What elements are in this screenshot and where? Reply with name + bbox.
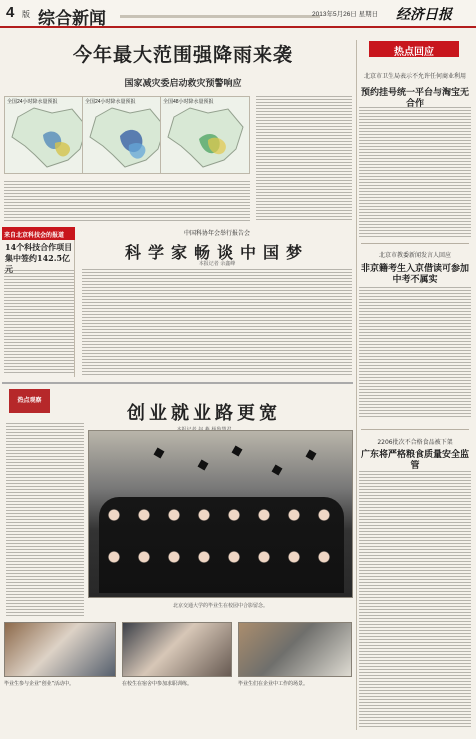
story2-kicker: 北京市教委新闻发言人回应: [378, 252, 451, 259]
rain-map-3: [160, 96, 250, 174]
rain-map-3-title: 全国48小时降水量预报: [163, 99, 214, 105]
lead-article-continuation: [4, 181, 250, 223]
hot-topic-badge: 热点回应: [369, 41, 459, 57]
hot-topic-column: [356, 40, 472, 730]
graduation-cap-icon: [198, 460, 209, 471]
graduation-cap-icon: [154, 448, 165, 459]
forum-kicker: 中国科协年会举行报告会: [183, 230, 250, 237]
forum-byline: 本报记者 余鑫峰: [198, 261, 236, 267]
workplace-caption-1: 毕业生参与企业“创业”活动中。: [4, 681, 75, 687]
workplace-photo-1: [4, 622, 116, 677]
story1-headline: 预约挂号统一平台与淘宝无合作: [360, 88, 469, 109]
graduates-crowd: [99, 497, 344, 593]
newspaper-brand: 经济日报: [396, 7, 452, 23]
rain-map-2: [82, 96, 172, 174]
section-title: 综合新闻: [38, 9, 106, 29]
workplace-photo-3: [238, 622, 352, 677]
header-rule: [120, 15, 320, 18]
technology-wire-headline: 14个科技合作项目集中签约142.5亿元: [5, 242, 73, 274]
graduation-cap-icon: [232, 446, 243, 457]
rain-map-1: [4, 96, 94, 174]
feature-emblem: 热点观察: [9, 389, 50, 413]
forum-article-text: [82, 269, 352, 375]
story2-text: [359, 287, 471, 419]
lead-subheadline: 国家减灾委启动救灾预警响应: [124, 79, 242, 89]
technology-wire-story: [2, 227, 75, 377]
employment-article-text: [6, 423, 84, 617]
graduation-cap-icon: [306, 450, 317, 461]
technology-wire-text: [4, 270, 74, 373]
graduation-cap-icon: [272, 465, 283, 476]
lead-article-text: [256, 96, 352, 222]
story2-headline: 非京籍考生入京借读可参加中考不属实: [360, 264, 469, 285]
lead-headline: 今年最大范围强降雨来袭: [72, 44, 293, 66]
forum-headline: 科学家畅谈中国梦: [124, 243, 309, 262]
side-divider: [361, 429, 469, 430]
side-divider: [361, 243, 469, 244]
workplace-caption-3: 毕业生们在企业中工作的场景。: [238, 681, 309, 687]
rain-map-1-title: 全国24小时降水量预报: [7, 99, 58, 105]
page-unit: 版: [22, 10, 30, 19]
graduation-photo-caption: 北京交通大学的毕业生在校园中合影留念。: [172, 603, 268, 609]
technology-wire-tag: 来自北京科技会的报道: [2, 227, 75, 240]
workplace-caption-2: 在校生在宿舍中参加求职训练。: [122, 681, 193, 687]
story1-kicker: 北京市卫生局表示不允许任何商业利用: [363, 73, 466, 80]
china-rainfall-map-icon: [161, 97, 251, 175]
story3-text: [359, 471, 471, 727]
graduation-photo: [88, 430, 353, 598]
rain-map-2-title: 全国24小时降水量预报: [85, 99, 136, 105]
publication-date: 2013年5月26日 星期日: [312, 11, 379, 18]
story3-kicker: 2206批次不合格食品被下架: [377, 439, 453, 446]
employment-headline: 创业就业路更宽: [127, 403, 281, 424]
page-number: 4: [6, 4, 15, 21]
newspaper-header: [0, 0, 476, 28]
employment-feature: [2, 382, 353, 736]
story1-text: [359, 107, 471, 237]
story3-headline: 广东将严格粮食质量安全监管: [360, 450, 469, 471]
workplace-photo-2: [122, 622, 232, 677]
